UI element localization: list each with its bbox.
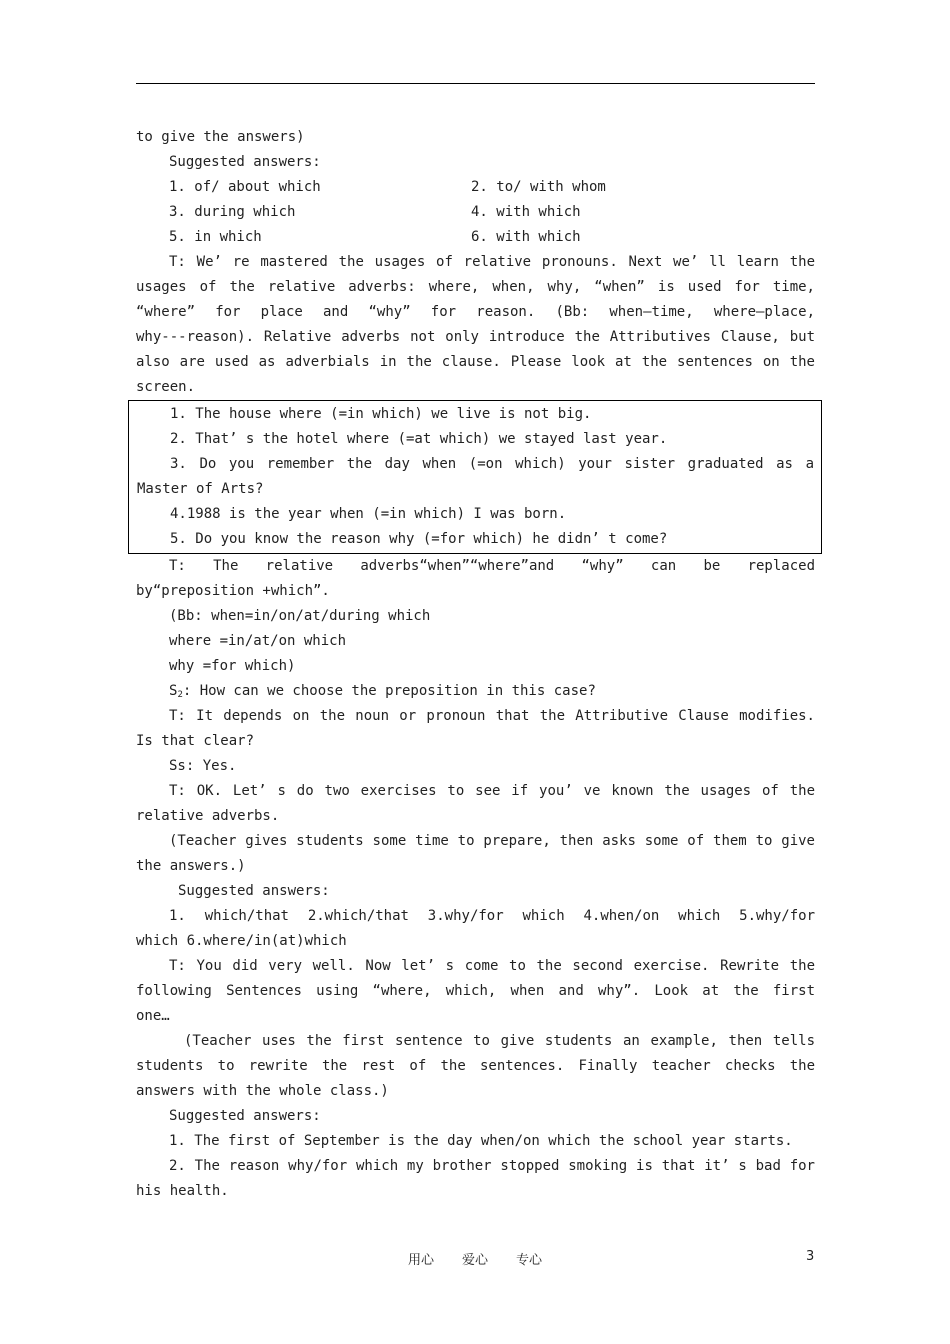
text-line: also are used as adverbials in the clause. Please look at the sentences on the bbox=[136, 354, 815, 370]
text-line: (Bb: when=in/on/at/during which bbox=[169, 608, 431, 624]
text-line: Suggested answers: bbox=[169, 154, 321, 170]
text-line: 2. The reason why/for which my brother stopped smoking is that it’ s bad for bbox=[169, 1158, 815, 1174]
text-line: answers with the whole class.) bbox=[136, 1083, 389, 1099]
text-line: why---reason). Relative adverbs not only introduce the Attributives Clause, but bbox=[136, 329, 815, 345]
text-line: T: The relative adverbs“when”“where”and “why” can be replaced bbox=[169, 558, 815, 574]
text-line: T: It depends on the noun or pronoun that the Attributive Clause modifies. bbox=[169, 708, 815, 724]
text-line: where =in/at/on which bbox=[169, 633, 347, 649]
text-line: T: We’ re mastered the usages of relative pronouns. Next we’ ll learn the bbox=[169, 254, 815, 270]
text-line: (Teacher gives students some time to prepare, then asks some of them to give bbox=[169, 833, 815, 849]
text-line bbox=[136, 679, 815, 704]
text-line: Is that clear? bbox=[136, 733, 255, 749]
answer-item: 6. with which bbox=[471, 229, 581, 245]
text-line: by“preposition +which”. bbox=[136, 583, 330, 599]
footer-word: 爱心 bbox=[461, 1253, 488, 1268]
answer-item: 4. with which bbox=[471, 204, 581, 220]
example-sentences-box bbox=[128, 400, 822, 554]
text-line: T: OK. Let’ s do two exercises to see if you’ ve known the usages of the bbox=[169, 783, 815, 799]
text-line: to give the answers) bbox=[136, 129, 305, 145]
example-sentence: 4.1988 is the year when (=in which) I was born. bbox=[170, 506, 567, 522]
text-line: his health. bbox=[136, 1183, 229, 1199]
text-line: “where” for place and “why” for reason. (Bb: when—time, where—place, bbox=[136, 304, 815, 320]
example-sentence: 3. Do you remember the day when (=on which) your sister graduated as a bbox=[170, 456, 814, 472]
text-line: screen. bbox=[136, 379, 196, 395]
example-sentence: Master of Arts? bbox=[137, 481, 264, 497]
text-line: following Sentences using “where, which, when and why”. Look at the first bbox=[136, 983, 815, 999]
text-line: relative adverbs. bbox=[136, 808, 280, 824]
answer-item: 1. of/ about which bbox=[169, 179, 321, 195]
answer-item: 2. to/ with whom bbox=[471, 179, 606, 195]
document-body bbox=[136, 125, 815, 1204]
text-line: students to rewrite the rest of the sentences. Finally teacher checks the bbox=[136, 1058, 815, 1074]
text-line: one… bbox=[136, 1008, 170, 1024]
text-line: Suggested answers: bbox=[169, 1108, 321, 1124]
text-line: 1. which/that 2.which/that 3.why/for which 4.when/on which 5.why/for bbox=[169, 908, 815, 924]
answer-row bbox=[136, 175, 815, 200]
answer-item: 5. in which bbox=[169, 229, 262, 245]
header-rule bbox=[136, 83, 815, 84]
page-number: 3 bbox=[806, 1249, 815, 1264]
text-line: T: You did very well. Now let’ s come to the second exercise. Rewrite the bbox=[169, 958, 815, 974]
speaker-subscript: 2 bbox=[177, 690, 183, 700]
text-line: why =for which) bbox=[169, 658, 296, 674]
footer-word: 用心 bbox=[407, 1253, 434, 1268]
example-sentence: 1. The house where (=in which) we live is not big. bbox=[170, 406, 592, 422]
text-line: Ss: Yes. bbox=[169, 758, 237, 774]
answer-row bbox=[136, 200, 815, 225]
answer-item: 3. during which bbox=[169, 204, 296, 220]
example-sentence: 2. That’ s the hotel where (=at which) we stayed last year. bbox=[170, 431, 668, 447]
text-line: (Teacher uses the first sentence to give students an example, then tells bbox=[184, 1033, 815, 1049]
speaker-text: : How can we choose the preposition in this case? bbox=[182, 683, 596, 699]
text-line: which 6.where/in(at)which bbox=[136, 933, 347, 949]
text-line: Suggested answers: bbox=[178, 883, 330, 899]
example-sentence: 5. Do you know the reason why (=for which) he didn’ t come? bbox=[170, 531, 668, 547]
text-line: the answers.) bbox=[136, 858, 246, 874]
speaker-label: S bbox=[169, 683, 178, 699]
text-line: usages of the relative adverbs: where, when, why, “when” is used for time, bbox=[136, 279, 815, 295]
footer-word: 专心 bbox=[516, 1253, 543, 1268]
text-line: 1. The first of September is the day when/on which the school year starts. bbox=[169, 1133, 793, 1149]
answer-row bbox=[136, 225, 815, 250]
